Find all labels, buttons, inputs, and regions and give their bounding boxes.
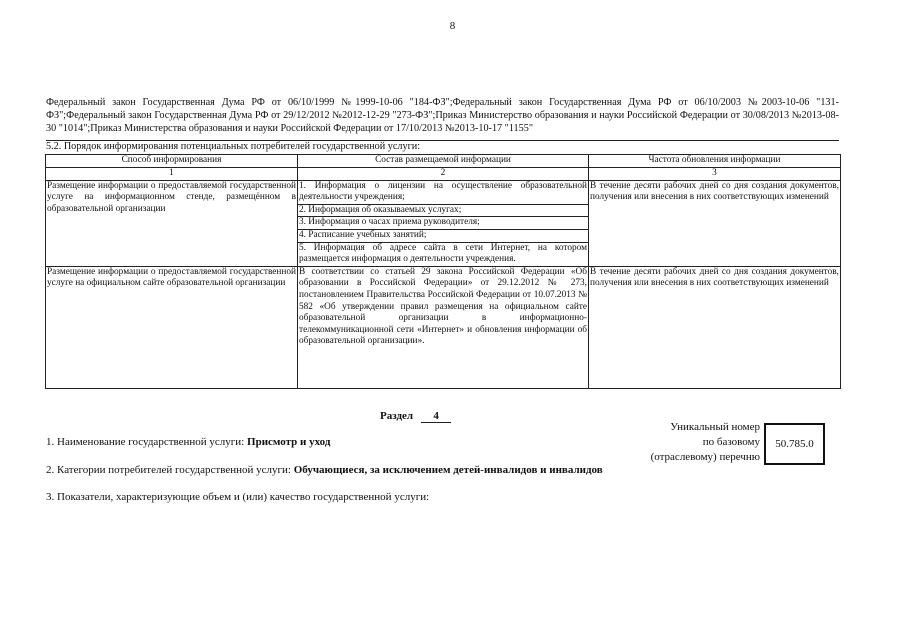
frequency-cell: В течение десяти рабочих дней со дня создания документов, получения или внесения в них соответствующих изменений (589, 266, 841, 388)
service-name-label: 1. Наименование государственной услуги: (46, 436, 248, 448)
table-header-row (46, 155, 841, 168)
column-number: 2 (298, 168, 589, 181)
column-header: Частота обновления информации (589, 155, 841, 168)
consumer-categories-line (46, 464, 603, 476)
unique-number-box: 50.785.0 (764, 423, 825, 465)
content-item: 5. Информация об адресе сайта в сети Интернет, на котором размещается информация о деятельности учреждения. (299, 242, 587, 265)
content-item: 3. Информация о часах приема руководителя; (298, 217, 588, 230)
unique-number-label-line3: (отраслевому) перечню (650, 451, 760, 463)
method-cell: Размещение информации о предоставляемой государственной услуге на официальном сайте образовательной организации (46, 266, 298, 388)
indicators-line: 3. Показатели, характеризующие объем и (или) качество государственной услуги: (46, 491, 430, 503)
categories-value: Обучающиеся, за исключением детей-инвалидов и инвалидов (293, 464, 603, 476)
content-item: 2. Информация об оказываемых услугах; (298, 205, 588, 218)
section-heading: 5.2. Порядок информирования потенциальных потребителей государственной услуги: (46, 140, 839, 153)
table-row (46, 266, 841, 388)
unique-number-label-line2: по базовому (702, 436, 760, 448)
content-item: 1. Информация о лицензии на осуществление образовательной деятельности учреждения; (298, 181, 588, 205)
content-item: 4. Расписание учебных занятий; (298, 230, 588, 243)
content-cell: В соответствии со статьей 29 закона Российской Федерации «Об образовании в Российской Федерации» от 29.12.2012 № 273, постановлением Правительства Российской Федерации от 10.07.2013 № 582 «Об утверждении правил размещения на официальном сайте образовательной организации в информационно-телекоммуникационной сети «Интернет» и обновления информации об образовательной организации». (298, 266, 589, 388)
column-number: 3 (589, 168, 841, 181)
section-title (380, 410, 451, 423)
legal-basis-text: Федеральный закон Государственная Дума РФ от 06/10/1999 №1999-10-06 "184-ФЗ";Федеральный закон Государственная Дума РФ от 06/10/2003 №2003-10-06 "131-ФЗ";Федеральный закон Государственная Дума РФ от 29/12/2012 №2012-12-29 "273-ФЗ";Приказ Министерство образования и науки Российской Федерации от 30/08/2013 №2013-08-30 "1014";Приказ Министерства образования и науки Российской Федерации от 17/10/2013 №2013-10-17 "1155" (46, 97, 839, 134)
page-number: 8 (449, 20, 456, 32)
column-number: 1 (46, 168, 298, 181)
unique-number-label (630, 420, 760, 465)
service-name-value: Присмотр и уход (247, 436, 331, 448)
table-row (46, 180, 841, 266)
informing-table (45, 154, 841, 389)
method-cell: Размещение информации о предоставляемой государственной услуге на информационном стенде, размещённом в образовательной организации (46, 180, 298, 266)
section-label: Раздел (380, 410, 414, 422)
categories-label: 2. Категории потребителей государственной услуги: (46, 464, 294, 476)
column-header: Состав размещаемой информации (298, 155, 589, 168)
frequency-cell: В течение десяти рабочих дней со дня создания документов, получения или внесения в них соответствующих изменений (589, 180, 841, 266)
section-number: 4 (421, 410, 451, 423)
unique-number-label-line1: Уникальный номер (670, 421, 760, 433)
content-cell (298, 180, 589, 266)
column-header: Способ информирования (46, 155, 298, 168)
column-number-row (46, 168, 841, 181)
service-name-line (46, 436, 330, 448)
